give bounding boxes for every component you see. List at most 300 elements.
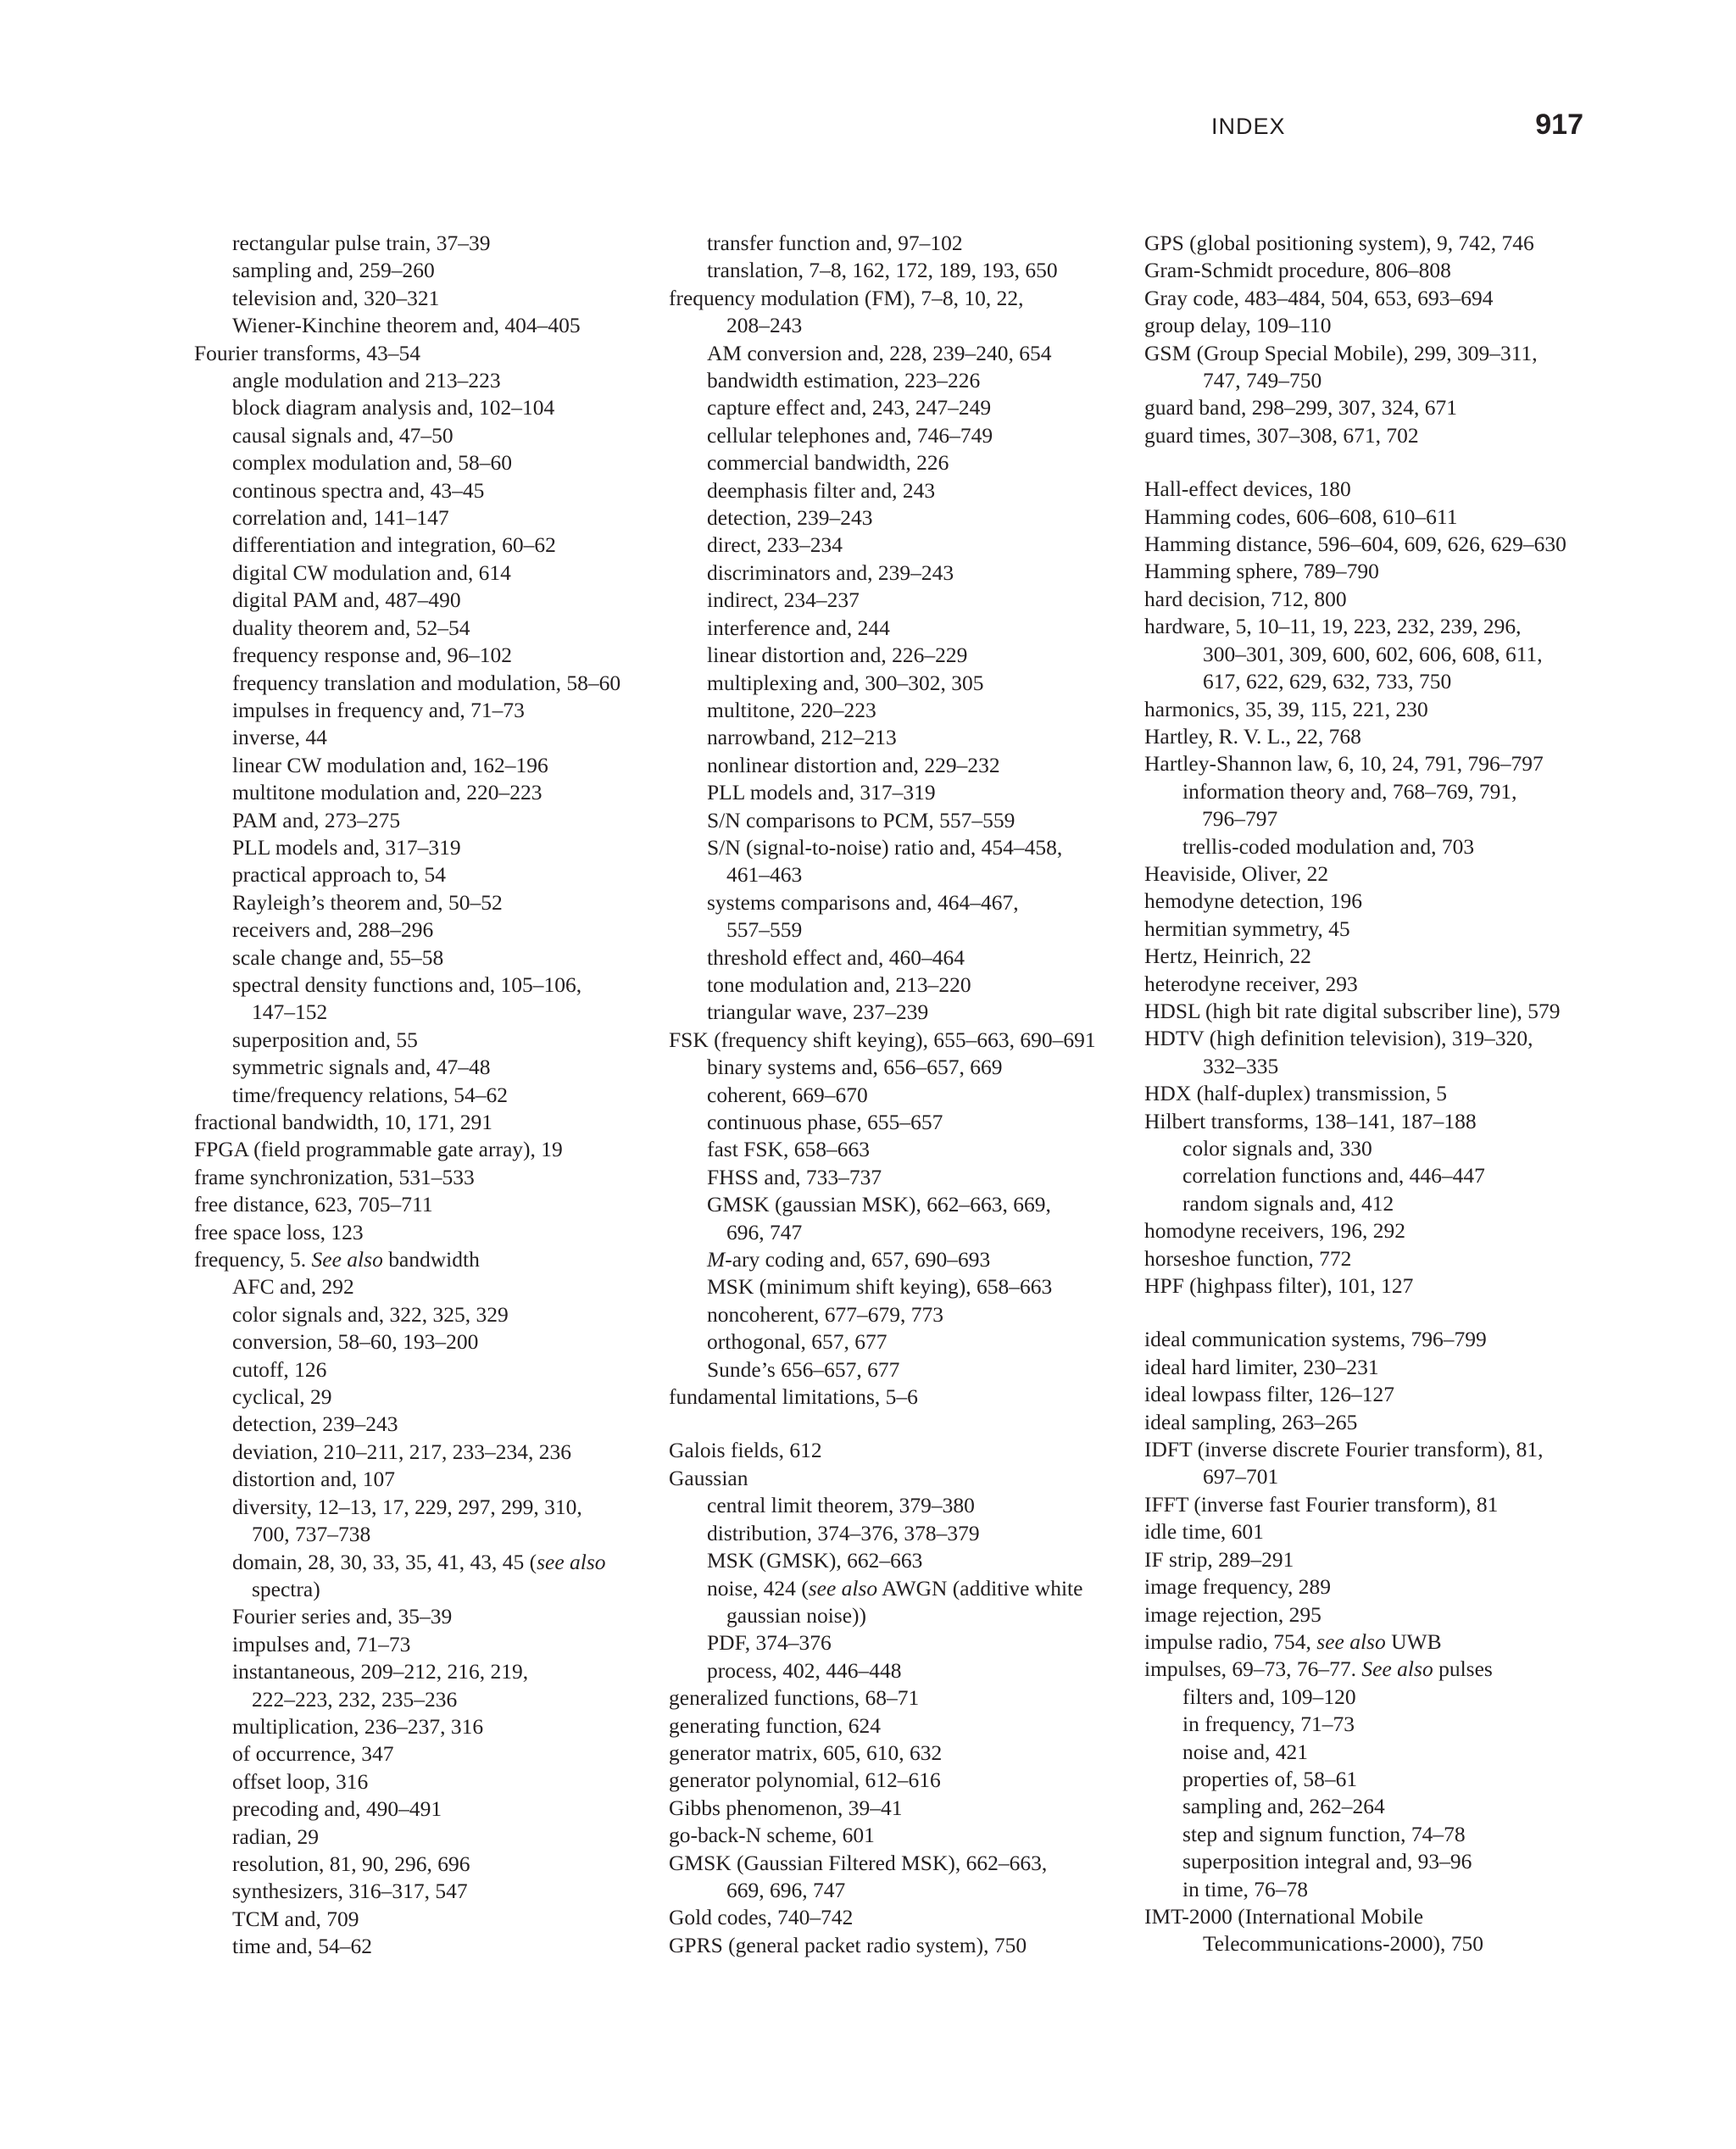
index-subentry — [669, 615, 1135, 642]
index-subentry — [194, 1658, 669, 1685]
index-entry — [669, 1437, 1135, 1464]
index-entry — [1144, 394, 1619, 421]
index-subentry — [194, 697, 669, 724]
index-subentry — [669, 394, 1135, 421]
index-entry — [194, 1246, 669, 1273]
entry-text: GSM (Group Special Mobile), 299, 309–311, — [1144, 340, 1538, 365]
index-subentry — [1144, 1766, 1619, 1793]
index-subentry — [194, 1768, 669, 1795]
index-subentry — [669, 807, 1135, 834]
entry-text: impulses and, 71–73 — [232, 1631, 411, 1656]
index-entry-continuation — [669, 861, 1135, 888]
index-subentry — [194, 1795, 669, 1823]
index-subentry — [669, 1301, 1135, 1328]
entry-text: color signals and, 322, 325, 329 — [232, 1301, 509, 1327]
entry-text: PLL models and, 317–319 — [707, 780, 936, 805]
index-subentry — [194, 1823, 669, 1851]
entry-text: 557–559 — [726, 917, 803, 943]
entry-text: 300–301, 309, 600, 602, 606, 608, 611, — [1203, 641, 1543, 666]
index-entry-continuation — [194, 1521, 669, 1548]
index-subentry — [194, 1713, 669, 1740]
index-subentry — [669, 422, 1135, 449]
index-entry-continuation — [1144, 1463, 1619, 1490]
index-subentry — [194, 312, 669, 339]
entry-text: 332–335 — [1203, 1053, 1279, 1078]
index-subentry — [194, 1549, 669, 1576]
index-subentry — [669, 1328, 1135, 1356]
index-entry — [669, 1932, 1135, 1959]
entry-text: go-back-N scheme, 601 — [669, 1823, 875, 1848]
index-subentry — [669, 1492, 1135, 1519]
index-subentry — [194, 1328, 669, 1356]
entry-text: 696, 747 — [726, 1219, 803, 1244]
entry-text: duality theorem and, 52–54 — [232, 615, 470, 640]
entry-text: horseshoe function, 772 — [1144, 1245, 1352, 1271]
index-subentry — [669, 532, 1135, 559]
entry-text: differentiation and integration, 60–62 — [232, 532, 556, 558]
entry-text: resolution, 81, 90, 296, 696 — [232, 1851, 470, 1876]
entry-text: guard band, 298–299, 307, 324, 671 — [1144, 395, 1458, 420]
entry-text: direct, 233–234 — [707, 532, 843, 558]
index-entry-continuation — [194, 1686, 669, 1713]
entry-text: Gray code, 483–484, 504, 653, 693–694 — [1144, 285, 1494, 310]
index-subentry — [669, 779, 1135, 806]
index-subentry — [194, 724, 669, 751]
index-subentry — [1144, 1135, 1619, 1162]
entry-text: continous spectra and, 43–45 — [232, 477, 485, 503]
index-subentry — [669, 1164, 1135, 1191]
index-entry — [1144, 1573, 1619, 1601]
entry-text: properties of, 58–61 — [1182, 1766, 1358, 1791]
index-entry — [1144, 1436, 1619, 1463]
index-subentry — [669, 1082, 1135, 1109]
index-subentry — [194, 1631, 669, 1658]
entry-text: multitone, 220–223 — [707, 697, 876, 722]
entry-text: 617, 622, 629, 632, 733, 750 — [1203, 669, 1452, 694]
entry-text: GMSK (gaussian MSK), 662–663, 669, — [707, 1192, 1051, 1217]
entry-text: threshold effect and, 460–464 — [707, 944, 965, 970]
index-entry-continuation — [669, 312, 1135, 339]
index-entry-continuation — [1144, 1930, 1619, 1957]
entry-text: superposition integral and, 93–96 — [1182, 1849, 1472, 1874]
entry-text: Gold codes, 740–742 — [669, 1905, 854, 1930]
index-entry — [194, 1219, 669, 1246]
entry-text: PAM and, 273–275 — [232, 807, 401, 832]
index-entry — [1144, 943, 1619, 970]
index-subentry — [194, 1082, 669, 1109]
entry-text: FHSS and, 733–737 — [707, 1164, 882, 1189]
entry-text: Heaviside, Oliver, 22 — [1144, 860, 1329, 886]
entry-text: Hertz, Heinrich, 22 — [1144, 944, 1311, 969]
entry-text: receivers and, 288–296 — [232, 917, 434, 943]
index-entry — [1144, 1326, 1619, 1353]
entry-text: radian, 29 — [232, 1823, 319, 1849]
entry-text: harmonics, 35, 39, 115, 221, 230 — [1144, 696, 1428, 721]
index-entry — [1144, 860, 1619, 888]
entry-text: interference and, 244 — [707, 615, 890, 640]
entry-text: Fourier series and, 35–39 — [232, 1604, 453, 1629]
entry-text: IDFT (inverse discrete Fourier transform), 81, — [1144, 1437, 1544, 1462]
entry-text: instantaneous, 209–212, 216, 219, — [232, 1659, 529, 1684]
entry-text: multitone modulation and, 220–223 — [232, 780, 542, 805]
entry-text: Hamming distance, 596–604, 609, 626, 629–630 — [1144, 532, 1566, 557]
entry-text: fundamental limitations, 5–6 — [669, 1384, 918, 1410]
entry-text: trellis-coded modulation and, 703 — [1182, 833, 1475, 859]
index-subentry — [194, 1878, 669, 1905]
entry-text: IFFT (inverse fast Fourier transform), 81 — [1144, 1491, 1499, 1517]
index-subentry — [194, 504, 669, 532]
entry-text: in frequency, 71–73 — [1182, 1712, 1355, 1737]
entry-text: S/N comparisons to PCM, 557–559 — [707, 807, 1015, 832]
index-subentry — [669, 889, 1135, 916]
index-subentry — [669, 340, 1135, 367]
entry-text: Galois fields, 612 — [669, 1438, 822, 1463]
index-entry — [669, 1904, 1135, 1931]
entry-text: ideal sampling, 263–265 — [1144, 1409, 1358, 1434]
entry-text: binary systems and, 656–657, 669 — [707, 1055, 1003, 1080]
cross-reference: see also — [808, 1575, 878, 1601]
index-subentry — [194, 1851, 669, 1878]
index-entry — [669, 1465, 1135, 1492]
index-entry — [194, 1136, 669, 1163]
entry-text: ideal hard limiter, 230–231 — [1144, 1354, 1379, 1379]
entry-text: HDTV (high definition television), 319–320, — [1144, 1026, 1533, 1051]
entry-text: practical approach to, 54 — [232, 862, 447, 888]
entry-text: television and, 320–321 — [232, 285, 440, 310]
entry-text: diversity, 12–13, 17, 229, 297, 299, 310, — [232, 1494, 582, 1519]
entry-text: sampling and, 262–264 — [1182, 1794, 1385, 1819]
index-subentry — [669, 1575, 1135, 1602]
entry-text: 208–243 — [726, 313, 803, 338]
entry-text: time/frequency relations, 54–62 — [232, 1082, 509, 1107]
index-subentry — [669, 1273, 1135, 1300]
entry-text: Gaussian — [669, 1465, 748, 1490]
running-header-section: INDEX — [1211, 114, 1286, 139]
entry-text: Rayleigh’s theorem and, 50–52 — [232, 889, 503, 915]
entry-text: Hartley-Shannon law, 6, 10, 24, 791, 796–797 — [1144, 751, 1544, 777]
cross-reference: see also — [1316, 1628, 1386, 1654]
entry-text: MSK (minimum shift keying), 658–663 — [707, 1274, 1053, 1300]
entry-text: Hall-effect devices, 180 — [1144, 476, 1351, 502]
entry-text: 697–701 — [1203, 1464, 1279, 1489]
index-entry — [1144, 257, 1619, 284]
index-entry — [1144, 1601, 1619, 1628]
index-entry — [1144, 916, 1619, 943]
index-entry — [669, 1822, 1135, 1849]
entry-text: complex modulation and, 58–60 — [232, 450, 513, 476]
index-entry — [1144, 558, 1619, 585]
index-entry — [1144, 340, 1619, 367]
entry-text: offset loop, 316 — [232, 1768, 369, 1794]
entry-text: impulse radio, 754, — [1144, 1628, 1317, 1654]
index-entry — [194, 1191, 669, 1218]
index-subentry — [1144, 778, 1619, 805]
entry-text: 700, 737–738 — [252, 1522, 371, 1547]
entry-text: Gram-Schmidt procedure, 806–808 — [1144, 258, 1451, 283]
index-subentry — [194, 257, 669, 284]
index-entry — [194, 1109, 669, 1136]
index-entry — [1144, 1217, 1619, 1244]
entry-text: FPGA (field programmable gate array), 19 — [194, 1137, 563, 1162]
index-subentry — [669, 1520, 1135, 1547]
entry-text: multiplication, 236–237, 316 — [232, 1713, 484, 1739]
entry-text: conversion, 58–60, 193–200 — [232, 1329, 479, 1355]
entry-text: bandwidth estimation, 223–226 — [707, 368, 981, 393]
entry-text: distribution, 374–376, 378–379 — [707, 1520, 980, 1545]
entry-text-after: AWGN (additive white — [877, 1575, 1083, 1601]
entry-text: generator polynomial, 612–616 — [669, 1768, 941, 1793]
entry-text: guard times, 307–308, 671, 702 — [1144, 422, 1419, 448]
index-entry-continuation — [194, 1576, 669, 1603]
index-subentry — [669, 752, 1135, 779]
index-entry-continuation — [669, 1219, 1135, 1246]
entry-text: triangular wave, 237–239 — [707, 999, 929, 1025]
index-entry — [194, 340, 669, 367]
index-entry — [1144, 888, 1619, 915]
index-entry — [669, 1383, 1135, 1411]
index-entry — [1144, 696, 1619, 723]
index-subentry — [669, 1356, 1135, 1383]
index-entry — [669, 1850, 1135, 1877]
entry-text: Wiener-Kinchine theorem and, 404–405 — [232, 313, 581, 338]
index-entry — [194, 1164, 669, 1191]
index-subentry — [669, 587, 1135, 614]
index-subentry — [1144, 833, 1619, 860]
index-subentry — [669, 230, 1135, 257]
index-entry — [1144, 504, 1619, 531]
entry-text: superposition and, 55 — [232, 1027, 418, 1052]
entry-text: Hamming sphere, 789–790 — [1144, 559, 1379, 584]
index-subentry — [194, 1740, 669, 1768]
entry-text: idle time, 601 — [1144, 1519, 1264, 1545]
index-entry — [1144, 1409, 1619, 1436]
index-entry-continuation — [1144, 1053, 1619, 1080]
entry-text: digital CW modulation and, 614 — [232, 560, 511, 585]
index-subentry — [669, 972, 1135, 999]
entry-text: narrowband, 212–213 — [707, 725, 897, 750]
index-subentry — [194, 752, 669, 779]
entry-text: in time, 76–78 — [1182, 1876, 1309, 1901]
entry-text: frequency response and, 96–102 — [232, 643, 512, 668]
entry-text: hard decision, 712, 800 — [1144, 586, 1347, 611]
entry-text: impulses, 69–73, 76–77. — [1144, 1656, 1362, 1682]
entry-text: tone modulation and, 213–220 — [707, 972, 971, 997]
index-subentry — [669, 560, 1135, 587]
entry-text: Hartley, R. V. L., 22, 768 — [1144, 723, 1361, 749]
entry-text: noise and, 421 — [1182, 1739, 1309, 1764]
index-subentry — [669, 1136, 1135, 1163]
index-entry — [1144, 531, 1619, 558]
index-entry — [1144, 723, 1619, 750]
entry-text: cutoff, 126 — [232, 1356, 327, 1382]
entry-text: correlation functions and, 446–447 — [1182, 1163, 1485, 1189]
index-subentry — [1144, 1793, 1619, 1820]
entry-text: distortion and, 107 — [232, 1467, 395, 1492]
index-entry-continuation — [194, 999, 669, 1026]
entry-text-after: pulses — [1433, 1656, 1493, 1682]
index-subentry — [194, 944, 669, 972]
index-subentry — [194, 532, 669, 559]
index-entry — [1144, 312, 1619, 339]
entry-text: fractional bandwidth, 10, 171, 291 — [194, 1110, 492, 1134]
index-subentry — [1144, 1162, 1619, 1189]
entry-gap — [1144, 1300, 1619, 1326]
index-subentry — [194, 230, 669, 257]
index-subentry — [669, 1191, 1135, 1218]
index-entry-continuation — [1144, 805, 1619, 832]
entry-text: commercial bandwidth, 226 — [707, 450, 949, 476]
index-subentry — [1144, 1821, 1619, 1848]
entry-text: HPF (highpass filter), 101, 127 — [1144, 1273, 1414, 1299]
index-subentry — [194, 1356, 669, 1383]
index-entry — [669, 1027, 1135, 1054]
entry-text: step and signum function, 74–78 — [1182, 1821, 1466, 1846]
index-entry — [1144, 613, 1619, 640]
entry-text: capture effect and, 243, 247–249 — [707, 395, 992, 420]
entry-text: rectangular pulse train, 37–39 — [232, 231, 491, 255]
entry-text: cyclical, 29 — [232, 1384, 332, 1410]
entry-text-after: bandwidth — [382, 1247, 480, 1272]
entry-text: frequency modulation (FM), 7–8, 10, 22, — [669, 285, 1024, 310]
index-subentry — [669, 1547, 1135, 1574]
entry-text: process, 402, 446–448 — [707, 1657, 902, 1683]
index-subentry — [1144, 1876, 1619, 1903]
index-subentry — [194, 1906, 669, 1933]
index-entry-continuation — [669, 1602, 1135, 1629]
entry-text: orthogonal, 657, 677 — [707, 1329, 887, 1355]
index-entry-continuation — [1144, 641, 1619, 668]
index-subentry — [194, 1439, 669, 1466]
index-column-3 — [1144, 230, 1619, 1958]
entry-text: generator matrix, 605, 610, 632 — [669, 1740, 943, 1765]
index-subentry — [194, 670, 669, 697]
entry-text: 747, 749–750 — [1203, 368, 1322, 393]
index-entry — [669, 285, 1135, 312]
entry-text: linear CW modulation and, 162–196 — [232, 752, 548, 777]
index-entry — [1144, 1354, 1619, 1381]
entry-text: GPS (global positioning system), 9, 742, 746 — [1144, 231, 1534, 255]
index-entry — [1144, 1518, 1619, 1545]
index-subentry — [194, 1494, 669, 1521]
entry-text: FSK (frequency shift keying), 655–663, 690–691 — [669, 1027, 1096, 1052]
entry-text: indirect, 234–237 — [707, 587, 860, 613]
index-subentry — [194, 587, 669, 614]
entry-text: image frequency, 289 — [1144, 1574, 1331, 1600]
index-entry — [1144, 1080, 1619, 1107]
entry-text: Telecommunications-2000), 750 — [1203, 1931, 1484, 1957]
italic-text: M — [707, 1247, 726, 1272]
entry-text: detection, 239–243 — [707, 505, 873, 531]
entry-text: scale change and, 55–58 — [232, 944, 444, 970]
index-subentry — [194, 422, 669, 449]
index-subentry — [194, 1933, 669, 1960]
entry-text: transfer function and, 97–102 — [707, 231, 963, 255]
index-entry — [1144, 476, 1619, 503]
index-entry — [1144, 1272, 1619, 1300]
index-subentry — [194, 367, 669, 394]
entry-text: nonlinear distortion and, 229–232 — [707, 752, 1000, 777]
index-entry — [1144, 1025, 1619, 1052]
entry-text: group delay, 109–110 — [1144, 313, 1332, 338]
entry-text: 796–797 — [1202, 806, 1278, 832]
entry-text: IMT-2000 (International Mobile — [1144, 1903, 1424, 1929]
entry-text: noise, 424 ( — [707, 1575, 809, 1601]
index-subentry — [194, 1603, 669, 1630]
entry-text: correlation and, 141–147 — [232, 505, 449, 531]
entry-text: noncoherent, 677–679, 773 — [707, 1301, 944, 1327]
entry-text: time and, 54–62 — [232, 1934, 373, 1959]
entry-text: sampling and, 259–260 — [232, 258, 435, 283]
entry-text: ideal communication systems, 796–799 — [1144, 1327, 1487, 1352]
entry-text: linear distortion and, 226–229 — [707, 643, 968, 668]
entry-text: symmetric signals and, 47–48 — [232, 1055, 491, 1080]
index-subentry — [669, 670, 1135, 697]
index-entry-continuation — [1144, 668, 1619, 695]
entry-text: deemphasis filter and, 243 — [707, 477, 936, 503]
index-subentry — [194, 449, 669, 476]
entry-text: gaussian noise)) — [726, 1602, 867, 1628]
entry-text: ideal lowpass filter, 126–127 — [1144, 1382, 1395, 1407]
entry-text: generalized functions, 68–71 — [669, 1685, 920, 1711]
index-subentry — [669, 449, 1135, 476]
entry-text: TCM and, 709 — [232, 1906, 359, 1931]
index-subentry — [669, 697, 1135, 724]
index-subentry — [194, 861, 669, 888]
index-entry — [1144, 1546, 1619, 1573]
index-entry — [1144, 1903, 1619, 1930]
entry-text: -ary coding and, 657, 690–693 — [725, 1247, 991, 1272]
entry-text: translation, 7–8, 162, 172, 189, 193, 650 — [707, 258, 1058, 283]
entry-text: hemodyne detection, 196 — [1144, 888, 1363, 914]
index-entry — [1144, 1245, 1619, 1272]
entry-text: 147–152 — [252, 999, 328, 1025]
entry-text: spectral density functions and, 105–106, — [232, 972, 582, 997]
entry-text: MSK (GMSK), 662–663 — [707, 1548, 923, 1573]
index-subentry — [1144, 1711, 1619, 1738]
index-subentry — [669, 477, 1135, 504]
index-entry-continuation — [669, 916, 1135, 944]
entry-text: PLL models and, 317–319 — [232, 834, 461, 860]
entry-text: Hilbert transforms, 138–141, 187–188 — [1144, 1108, 1477, 1133]
index-subentry — [194, 1383, 669, 1411]
index-entry-continuation — [669, 1877, 1135, 1904]
entry-text: frequency, 5. — [194, 1247, 312, 1272]
index-entry — [1144, 998, 1619, 1025]
entry-text: free distance, 623, 705–711 — [194, 1192, 433, 1217]
entry-gap — [669, 1411, 1135, 1437]
entry-text: Hamming codes, 606–608, 610–611 — [1144, 504, 1458, 529]
index-entry — [1144, 1656, 1619, 1683]
entry-text: generating function, 624 — [669, 1712, 881, 1738]
entry-text: synthesizers, 316–317, 547 — [232, 1879, 468, 1904]
index-subentry — [669, 1657, 1135, 1684]
index-entry — [1144, 750, 1619, 777]
index-subentry — [1144, 1684, 1619, 1711]
entry-text: of occurrence, 347 — [232, 1741, 394, 1767]
index-subentry — [1144, 1190, 1619, 1217]
index-entry — [669, 1767, 1135, 1794]
index-subentry — [194, 972, 669, 999]
index-entry — [1144, 285, 1619, 312]
entry-text: free space loss, 123 — [194, 1219, 364, 1244]
index-subentry — [194, 916, 669, 944]
index-subentry — [669, 642, 1135, 669]
index-subentry — [194, 560, 669, 587]
index-column-1 — [194, 230, 669, 1961]
entry-text: 461–463 — [726, 862, 803, 888]
index-subentry — [194, 1273, 669, 1300]
index-entry — [1144, 230, 1619, 257]
